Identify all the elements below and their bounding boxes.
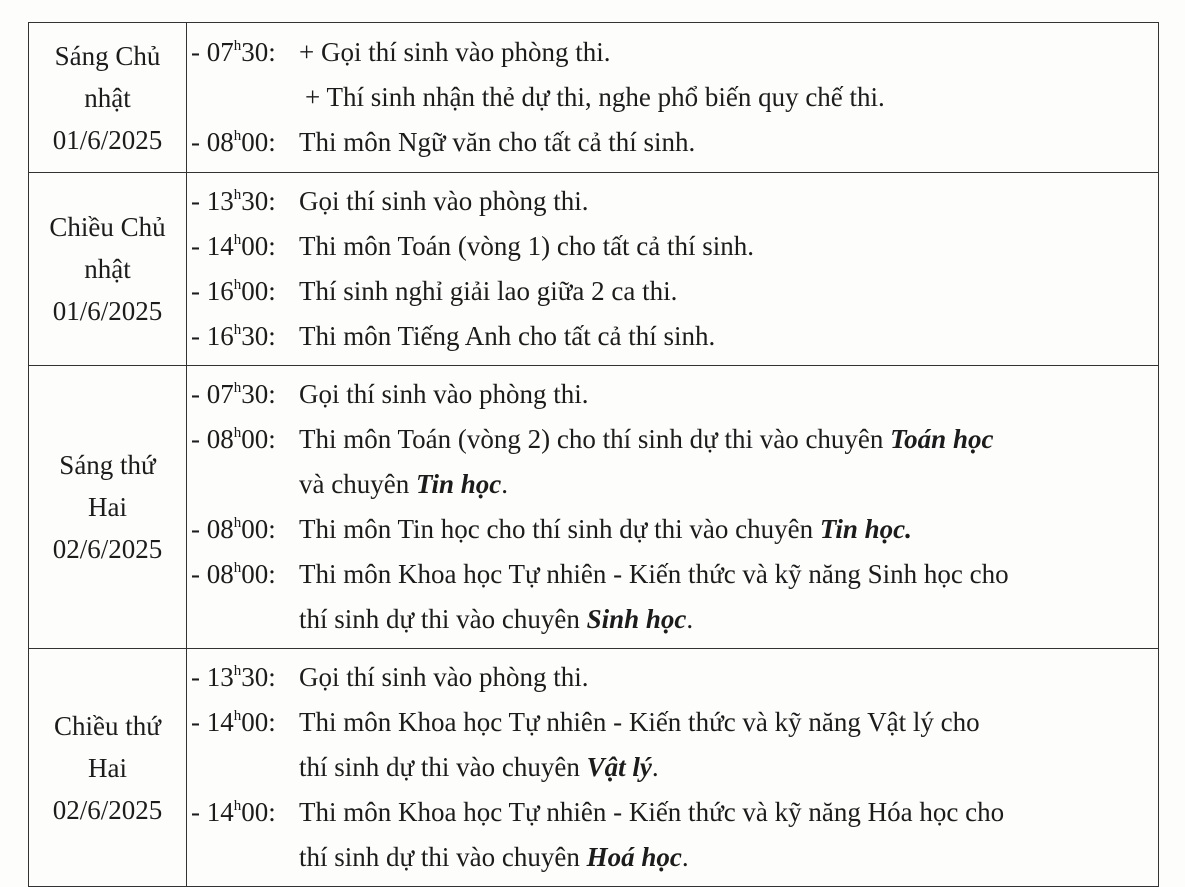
session-label: nhật: [84, 254, 131, 284]
session-label: Hai: [88, 492, 127, 522]
event-text: Thi môn Khoa học Tự nhiên - Kiến thức và kỹ năng Hóa học cho thí sinh dự thi vào chuyên Hoá học.: [299, 797, 1005, 872]
event-text: Thi môn Khoa học Tự nhiên - Kiến thức và kỹ năng Vật lý cho thí sinh dự thi vào chuyên Vật lý.: [299, 707, 980, 782]
event-time: - 13$^h$30:: [191, 662, 276, 692]
event-line: [191, 552, 1158, 642]
event-time: - 08$^h$00:: [191, 127, 276, 157]
event-text: Thi môn Khoa học Tự nhiên - Kiến thức và kỹ năng Sinh học cho thí sinh dự thi vào chuyên Sinh học.: [299, 559, 1009, 634]
event-text: Thí sinh nghỉ giải lao giữa 2 ca thi.: [299, 276, 678, 306]
session-label: Chiều Chủ: [49, 212, 166, 242]
session-cell: [29, 649, 187, 887]
event-line: [191, 655, 1158, 700]
session-label: Hai: [88, 752, 127, 783]
event-time: - 13$^h$30:: [191, 186, 276, 216]
session-cell: [29, 366, 187, 649]
event-line: [191, 224, 1158, 269]
event-line: [191, 417, 1158, 507]
events-cell: [187, 173, 1159, 366]
event-time: - 16$^h$00:: [191, 276, 276, 306]
event-time: - 16$^h$30:: [191, 321, 276, 351]
events-cell: [187, 23, 1159, 173]
event-text: Thi môn Toán (vòng 2) cho thí sinh dự thi vào chuyên Toán học và chuyên Tin học.: [299, 424, 994, 499]
event-line: [191, 507, 1158, 552]
session-date: 01/6/2025: [52, 296, 163, 326]
session-date: 01/6/2025: [52, 124, 163, 155]
event-text: Thi môn Tiếng Anh cho tất cả thí sinh.: [299, 321, 716, 351]
event-text: Gọi thí sinh vào phòng thi.: [299, 186, 589, 216]
session-label: nhật: [84, 82, 131, 113]
specialty-name: Vật lý: [586, 752, 652, 782]
event-line: [191, 700, 1158, 790]
session-date: 02/6/2025: [52, 534, 163, 564]
event-time: - 14$^h$00:: [191, 797, 276, 827]
specialty-name: Toán học: [890, 424, 994, 454]
session-label: Sáng thứ: [59, 450, 156, 480]
exam-schedule-table: [28, 22, 1159, 887]
events-cell: [187, 366, 1159, 649]
event-time: - 08$^h$00:: [191, 559, 276, 589]
events-cell: [187, 649, 1159, 887]
event-text: + Gọi thí sinh vào phòng thi. + Thí sinh nhận thẻ dự thi, nghe phổ biến quy chế thi.: [299, 37, 885, 112]
specialty-name: Hoá học: [586, 842, 682, 872]
event-text: Gọi thí sinh vào phòng thi.: [299, 662, 589, 692]
specialty-name: Tin học.: [819, 514, 912, 544]
table-row: [29, 23, 1159, 173]
event-line: [191, 30, 1158, 120]
event-line: [191, 790, 1158, 880]
event-text: Thi môn Tin học cho thí sinh dự thi vào chuyên Tin học.: [299, 514, 912, 544]
event-time: - 08$^h$00:: [191, 514, 276, 544]
event-line: [191, 269, 1158, 314]
event-text: Thi môn Toán (vòng 1) cho tất cả thí sinh.: [299, 231, 755, 261]
table-row: [29, 173, 1159, 366]
event-line: [191, 314, 1158, 359]
session-label: Sáng Chủ: [54, 40, 161, 71]
session-date: 02/6/2025: [52, 794, 163, 825]
event-line: [191, 179, 1158, 224]
event-line: [191, 120, 1158, 165]
event-time: - 14$^h$00:: [191, 707, 276, 737]
event-time: - 14$^h$00:: [191, 231, 276, 261]
table-row: [29, 649, 1159, 887]
event-time: - 07$^h$30:: [191, 379, 276, 409]
session-label: Chiều thứ: [54, 710, 161, 741]
specialty-name: Tin học: [415, 469, 502, 499]
session-cell: [29, 23, 187, 173]
event-line: [191, 372, 1158, 417]
event-text: Gọi thí sinh vào phòng thi.: [299, 379, 589, 409]
event-time: - 08$^h$00:: [191, 424, 276, 454]
event-time: - 07$^h$30:: [191, 37, 276, 67]
table-row: [29, 366, 1159, 649]
session-cell: [29, 173, 187, 366]
event-text: Thi môn Ngữ văn cho tất cả thí sinh.: [299, 127, 696, 157]
specialty-name: Sinh học: [586, 604, 687, 634]
